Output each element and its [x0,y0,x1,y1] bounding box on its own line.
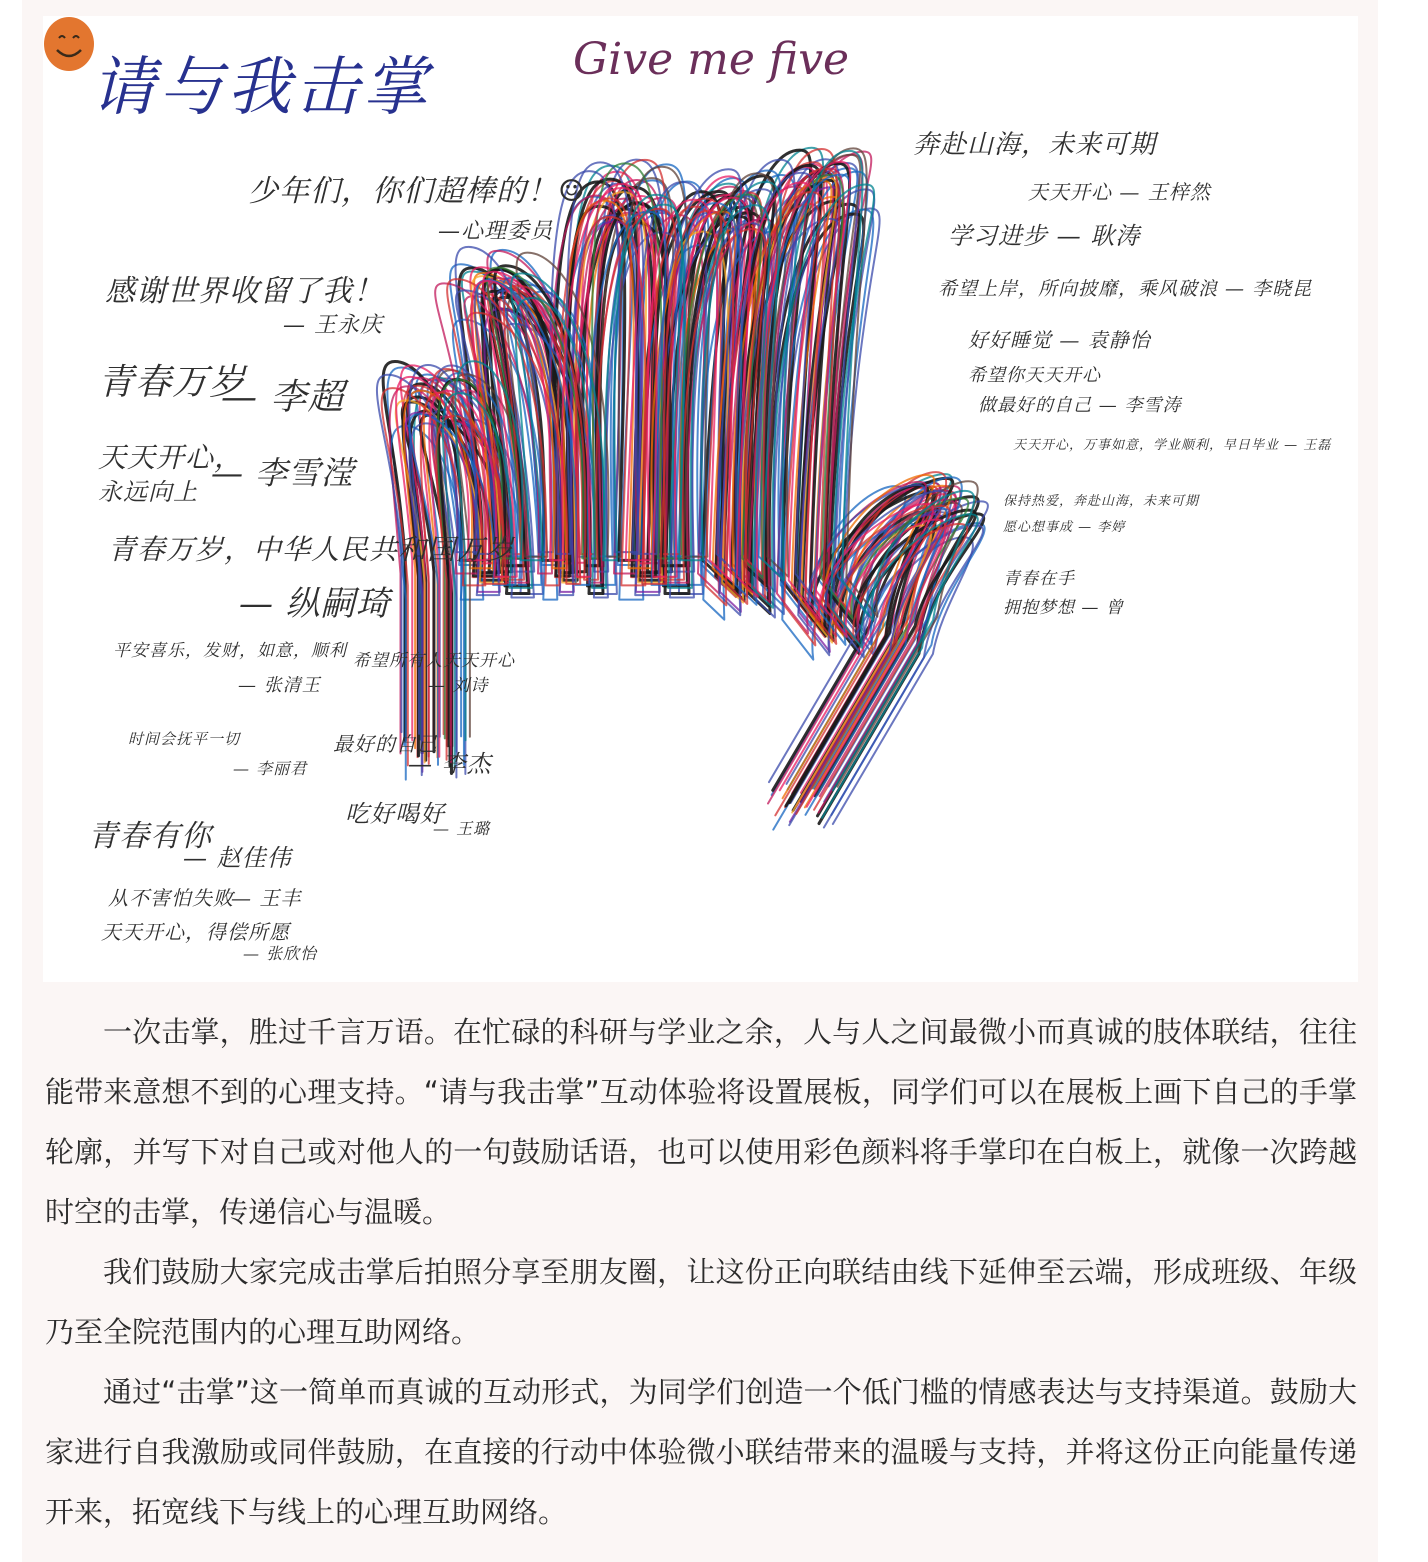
board-note: 感谢世界收留了我！ [105,274,384,309]
board-note: 奔赴山海，未来可期 [913,130,1157,160]
board-note: — 王永庆 [283,313,383,338]
board-note: 希望上岸，所向披靡，乘风破浪 — 李晓昆 [938,278,1313,300]
board-note: 青春有你 [88,819,212,854]
board-note: 学习进步 — 耿涛 [948,222,1141,250]
board-note: 希望你天天开心 [968,365,1101,386]
hand-outline-board-photo [43,16,1358,982]
board-note: 少年们，你们超棒的！☺ [248,174,586,209]
article-paragraph: 通过“击掌”这一简单而真诚的互动形式，为同学们创造一个低门槛的情感表达与支持渠道。鼓励大家进行自我激励或同伴鼓励，在直接的行动中体验微小联结带来的温暖与支持，并将这份正向能量传递开来，拓宽线下与线上的心理互助网络。 [45,1375,1357,1529]
board-note: 时间会抚平一切 [128,730,241,748]
board-note: — 张清王 [238,675,321,696]
board-note: 天天开心 — 王梓然 [1028,180,1211,204]
board-note: — 李雪滢 [211,454,355,492]
smiley-face-icon [43,16,95,72]
board-note: 愿心想事成 — 李婷 [1003,520,1126,535]
board-note: 青春在手 [1003,569,1075,589]
board-note: 吃好喝好 [345,800,445,828]
board-note: — 李杰 [408,750,492,778]
article-body [45,1002,1357,1542]
board-note: 青春万岁，中华人民共和国万岁 [108,533,515,566]
board-title-en: Give me five [573,34,850,85]
board-note: — 纵嗣琦 [239,584,391,624]
board-note: 希望所有人天天开心 [353,651,515,671]
board-title-cn: 请与我击掌 [91,51,431,125]
board-note: — 李丽君 [233,759,308,778]
board-note: —心理委员 [438,219,554,244]
board-note: 天天开心，万事如意，学业顺利，早日毕业 — 王磊 [1013,438,1332,453]
board-note: 拥抱梦想 — 曾 [1003,598,1124,618]
board-note: 永远向上 [98,478,198,506]
board-note: 好好睡觉 — 袁静怡 [968,328,1151,352]
article-paragraph: 一次击掌，胜过千言万语。在忙碌的科研与学业之余，人与人之间最微小而真诚的肢体联结，往往能带来意想不到的心理支持。“请与我击掌”互动体验将设置展板，同学们可以在展板上画下自己的手掌轮廓，并写下对自己或对他人的一句鼓励话语，也可以使用彩色颜料将手掌印在白板上，就像一次跨越时空的击掌，传递信心与温暖。 [45,1015,1357,1229]
article-page [22,0,1378,1562]
board-note: 青春万岁 [98,362,247,403]
board-note: — 王璐 [433,819,491,838]
board-note: — 刘诗 [428,676,489,696]
board-note: 平安喜乐，发财，如意，顺利 [113,641,347,661]
board-note: 做最好的自己 — 李雪涛 [978,395,1182,416]
board-note: — 赵佳伟 [183,844,292,872]
board-note: — 李超 [221,377,345,418]
board-note: 保持热爱，奔赴山海，未来可期 [1003,494,1200,509]
board-note: — 王丰 [231,886,302,910]
board-note: 天天开心，得偿所愿 [101,920,290,944]
board-note: 从不害怕失败 [108,886,234,910]
board-note: — 张欣怡 [243,944,318,963]
board-note: 最好的自己 [333,732,438,756]
board-note: 天天开心， [98,441,244,474]
article-paragraph: 我们鼓励大家完成击掌后拍照分享至朋友圈，让这份正向联结由线下延伸至云端，形成班级、年级乃至全院范围内的心理互助网络。 [45,1255,1357,1349]
